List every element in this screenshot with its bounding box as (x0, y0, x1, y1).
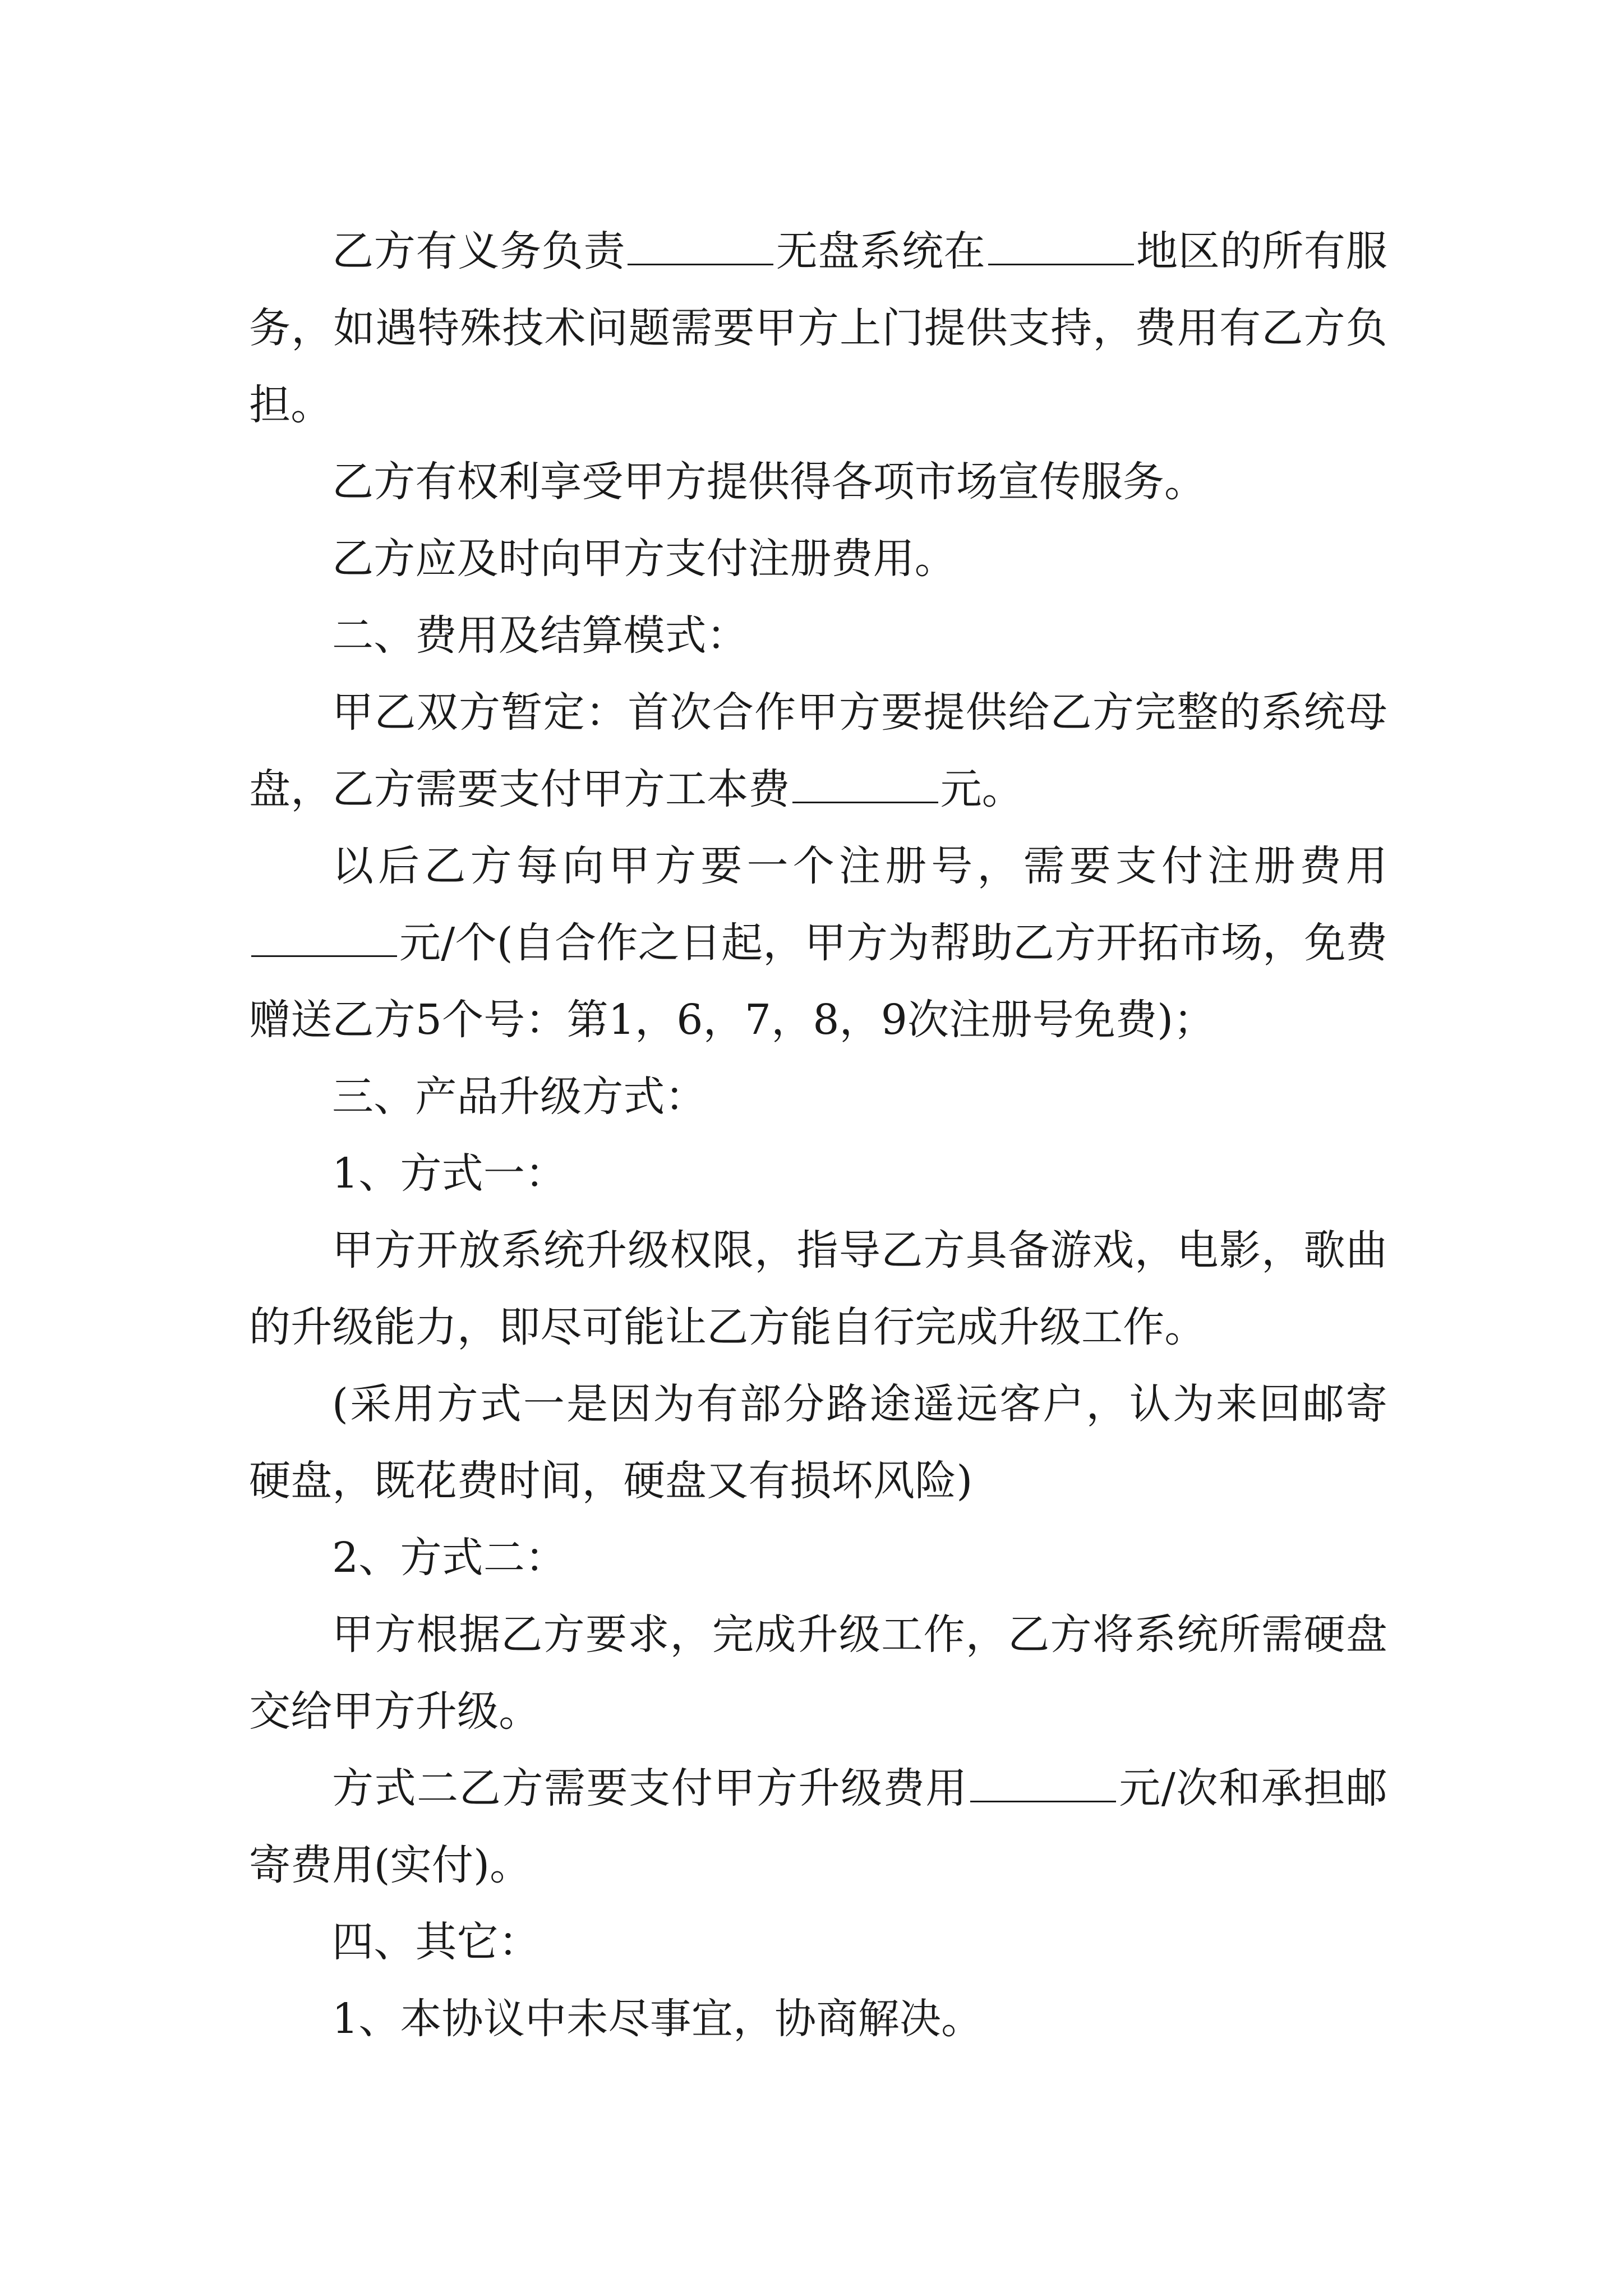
text: 以后乙方每向甲方要一个注册号，需要支付注册费用 (332, 842, 1387, 890)
paragraph-method-two (249, 1596, 1387, 1750)
text: 甲乙双方暂定：首次合作甲方要提供给乙方完整的系统母盘，乙方需要支付甲方工本费 (249, 688, 1387, 813)
text: 乙方应及时向甲方支付注册费用。 (332, 535, 956, 583)
section-heading-other (249, 1904, 1387, 1981)
text: 甲方根据乙方要求，完成升级工作，乙方将系统所需硬盘交给甲方升级。 (249, 1611, 1387, 1736)
paragraph-registration-fee (249, 828, 1387, 1059)
paragraph-initial-cooperation (249, 674, 1387, 828)
text: 2、方式二： (332, 1534, 567, 1582)
paragraph-marketing-rights (249, 444, 1387, 521)
section-heading-fees (249, 597, 1387, 674)
text: 三、产品升级方式： (332, 1073, 707, 1121)
text: 1、方式一： (332, 1149, 567, 1198)
text: 元。 (940, 765, 1024, 813)
text: 甲方开放系统升级权限，指导乙方具备游戏，电影，歌曲的升级能力，即尽可能让乙方能自行完成升级工作。 (249, 1226, 1387, 1351)
text: 元/个(自合作之日起，甲方为帮助乙方开拓市场，免费赠送乙方5个号：第1，6，7，8，9次注册号免费)； (249, 919, 1387, 1044)
subheading-method-one (249, 1135, 1387, 1212)
text: (采用方式一是因为有部分路途遥远客户，认为来回邮寄硬盘，既花费时间，硬盘又有损坏风险) (249, 1380, 1387, 1505)
paragraph-method-one-note (249, 1366, 1387, 1520)
paragraph-method-two-fee (249, 1750, 1387, 1904)
text: 乙方有义务负责 (332, 227, 626, 275)
text: 二、费用及结算模式： (332, 611, 748, 660)
fill-blank (970, 1759, 1116, 1802)
text: 1、本协议中未尽事宜，协商解决。 (332, 1995, 983, 2043)
paragraph-method-one (249, 1212, 1387, 1366)
text: 乙方有权利享受甲方提供得各项市场宣传服务。 (332, 458, 1206, 506)
text: 方式二乙方需要支付甲方升级费用 (332, 1764, 968, 1812)
paragraph-obligation (249, 213, 1387, 444)
fill-blank (988, 222, 1134, 265)
text: 地区的所有服务，如遇特殊技术问题需要甲方上门提供支持，费用有乙方负担。 (249, 227, 1387, 429)
section-heading-upgrade (249, 1059, 1387, 1135)
paragraph-other-item-one (249, 1981, 1387, 2058)
paragraph-payment (249, 521, 1387, 597)
text: 无盘系统在 (776, 227, 986, 275)
fill-blank (628, 222, 773, 265)
fill-blank (792, 760, 938, 803)
text: 元/次和承担邮寄费用(实付)。 (249, 1764, 1387, 1889)
document-body (249, 213, 1387, 2058)
text: 四、其它： (332, 1918, 540, 1966)
subheading-method-two (249, 1520, 1387, 1596)
fill-blank (251, 914, 397, 957)
